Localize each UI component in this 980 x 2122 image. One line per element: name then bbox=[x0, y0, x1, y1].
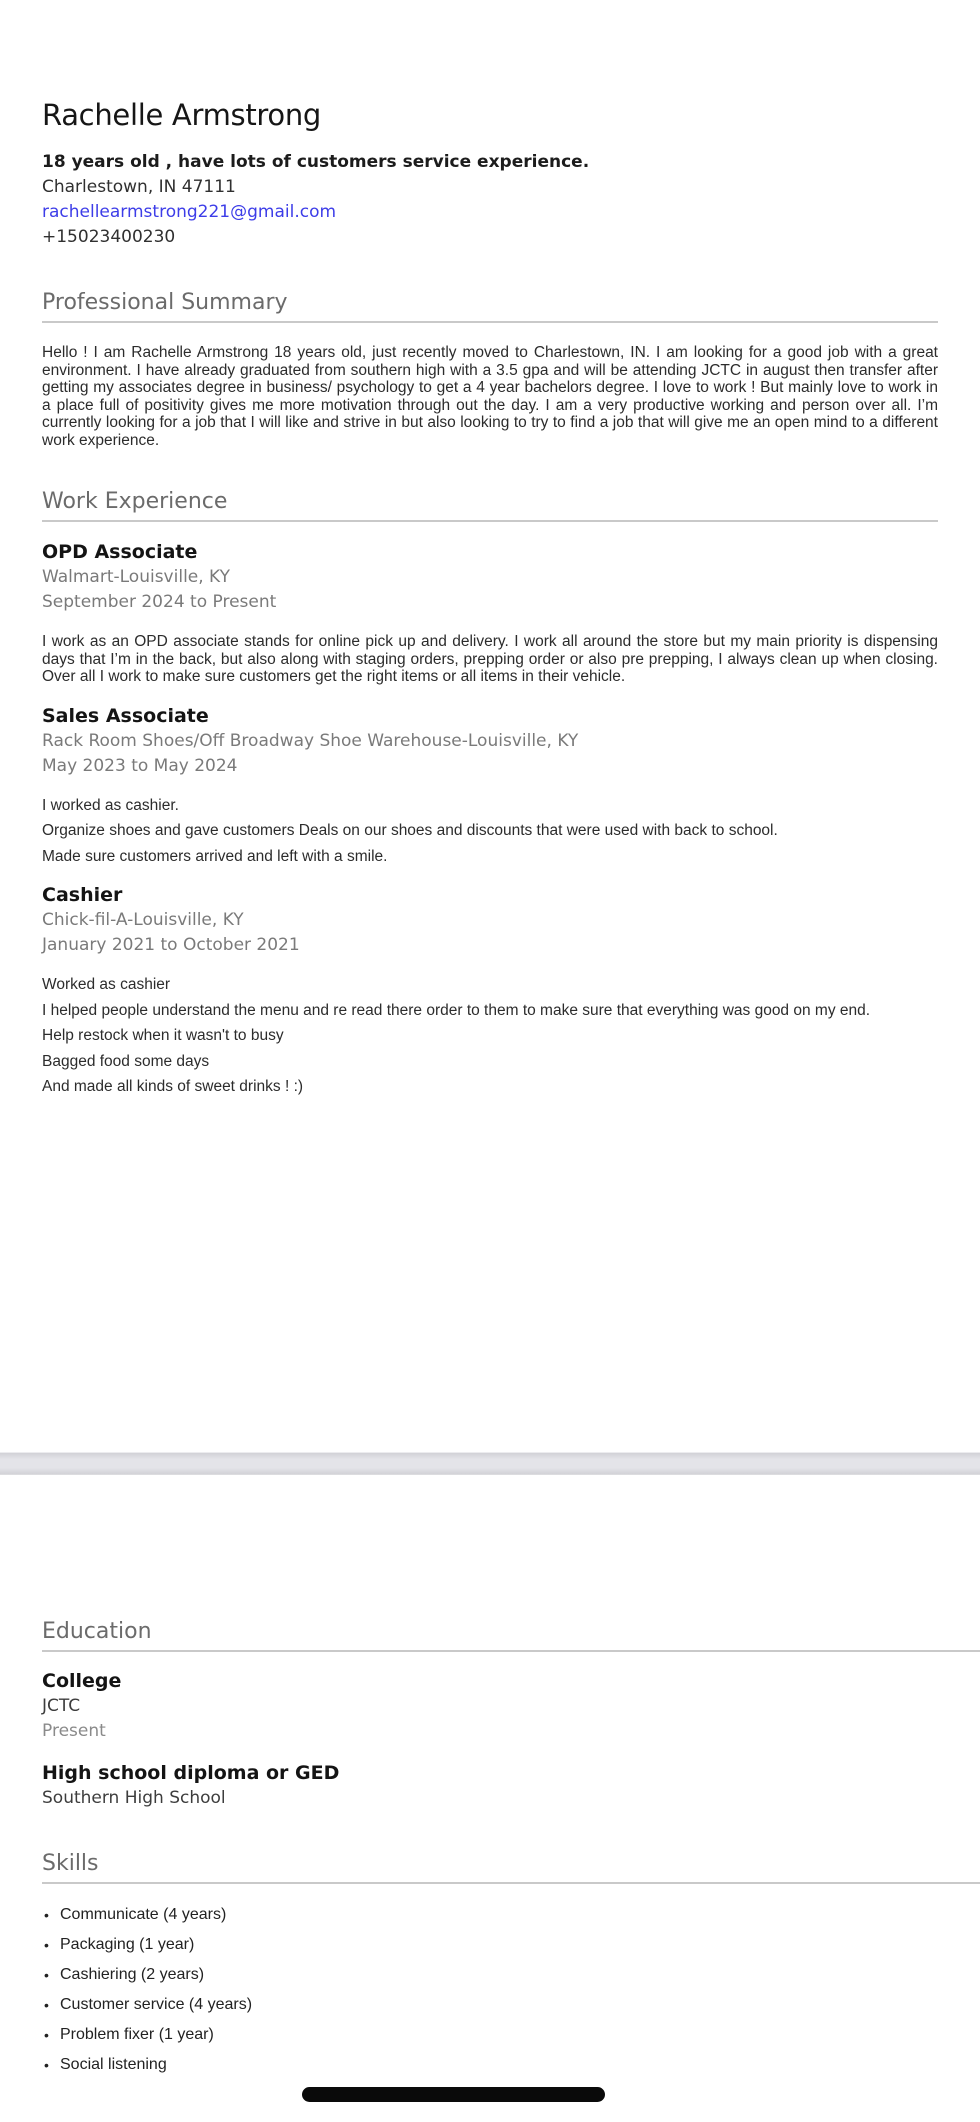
skill-item: • Communicate (4 years) bbox=[42, 1906, 980, 1924]
work-experience-heading: Work Experience bbox=[42, 489, 228, 514]
section-skills bbox=[42, 1849, 980, 2074]
job-title: Sales Associate bbox=[42, 704, 209, 727]
job-description-line: Made sure customers arrived and left with a smile. bbox=[42, 847, 388, 865]
job-description-line: I work as an OPD associate stands for online pick up and delivery. I work all around the store but my main priority is dispensing days that I’m in the back, but also along with staging orders, prepping order or also pre prepping, I always clean up when closing. Over all I work to make sure customers get the right items or all items in their vehicle. bbox=[42, 633, 938, 685]
section-professional-summary bbox=[42, 288, 938, 449]
skills-heading: Skills bbox=[42, 1851, 99, 1876]
education-school: Southern High School bbox=[42, 1788, 226, 1808]
section-education bbox=[42, 1617, 980, 1811]
job-description-line: Help restock when it wasn't to busy bbox=[42, 1027, 284, 1044]
education-degree: College bbox=[42, 1670, 122, 1692]
job-description-line: Bagged food some days bbox=[42, 1052, 210, 1070]
section-rule bbox=[42, 1650, 980, 1652]
education-dates: Present bbox=[42, 1721, 106, 1741]
job-description-line: I worked as cashier. bbox=[42, 796, 179, 814]
job-title: OPD Associate bbox=[42, 541, 198, 563]
professional-summary-text: Hello ! I am Rachelle Armstrong 18 years old, just recently moved to Charlestown, IN. I am looking for a good job with a great environment. I have already graduated from southern high with a 3.5 gpa and will be attending JCTC in august then transfer after getting my associates degree in business/ psychology to get a 4 year bachelors degree. I love to work ! But mainly love to work in a place full of positivity gives me more motivation through out the day. I am a very productive working and person over all. I’m currently looking for a job that I will like and strive in but also looking to try to find a job that will give me an open mind to a different work experience. bbox=[42, 344, 938, 449]
skill-item: • Customer service (4 years) bbox=[42, 1996, 980, 2014]
job-description-line: I helped people understand the menu and re read there order to them to make sure that everything was good on my end. bbox=[42, 1001, 871, 1019]
section-rule bbox=[42, 520, 938, 522]
job-description bbox=[42, 976, 938, 1096]
job-description-line: Organize shoes and gave customers Deals on our shoes and discounts that were used with back to school. bbox=[42, 822, 778, 839]
section-rule bbox=[42, 321, 938, 323]
job-description bbox=[42, 633, 938, 686]
job-dates: May 2023 to May 2024 bbox=[42, 755, 238, 776]
job-entry-opd-associate bbox=[42, 539, 938, 686]
skill-item: • Packaging (1 year) bbox=[42, 1936, 980, 1954]
job-description-line: Worked as cashier bbox=[42, 976, 171, 993]
resume-page-2 bbox=[0, 1617, 980, 2086]
email-link[interactable]: rachellearmstrong221@gmail.com bbox=[42, 202, 337, 222]
job-title: Cashier bbox=[42, 884, 123, 906]
job-entry-cashier bbox=[42, 882, 938, 1096]
job-entry-sales-associate bbox=[42, 703, 938, 866]
home-indicator-bar[interactable] bbox=[302, 2087, 605, 2102]
job-description-line: And made all kinds of sweet drinks ! :) bbox=[42, 1078, 304, 1095]
skill-item: • Cashiering (2 years) bbox=[42, 1966, 980, 1984]
job-dates: January 2021 to October 2021 bbox=[42, 935, 300, 955]
candidate-phone: +15023400230 bbox=[42, 227, 176, 247]
job-description bbox=[42, 797, 938, 866]
skills-list bbox=[42, 1906, 980, 2074]
job-dates: September 2024 to Present bbox=[42, 592, 277, 612]
education-heading: Education bbox=[42, 1619, 152, 1644]
education-entry-high-school bbox=[42, 1760, 980, 1811]
education-degree: High school diploma or GED bbox=[42, 1762, 340, 1784]
section-work-experience bbox=[42, 487, 938, 1096]
education-school: JCTC bbox=[42, 1696, 81, 1716]
skill-item: • Problem fixer (1 year) bbox=[42, 2026, 980, 2044]
education-entry-college bbox=[42, 1668, 980, 1744]
page-break-divider bbox=[0, 1452, 980, 1475]
job-company: Rack Room Shoes/Off Broadway Shoe Warehouse-Louisville, KY bbox=[42, 730, 579, 751]
skill-item: • Social listening bbox=[42, 2056, 980, 2074]
candidate-name: Rachelle Armstrong bbox=[42, 98, 322, 132]
candidate-subtitle: 18 years old , have lots of customers service experience. bbox=[42, 152, 590, 172]
candidate-location: Charlestown, IN 47111 bbox=[42, 177, 236, 197]
job-company: Walmart-Louisville, KY bbox=[42, 567, 230, 587]
professional-summary-heading: Professional Summary bbox=[42, 290, 288, 315]
section-rule bbox=[42, 1882, 980, 1884]
job-company: Chick-fil-A-Louisville, KY bbox=[42, 910, 244, 930]
